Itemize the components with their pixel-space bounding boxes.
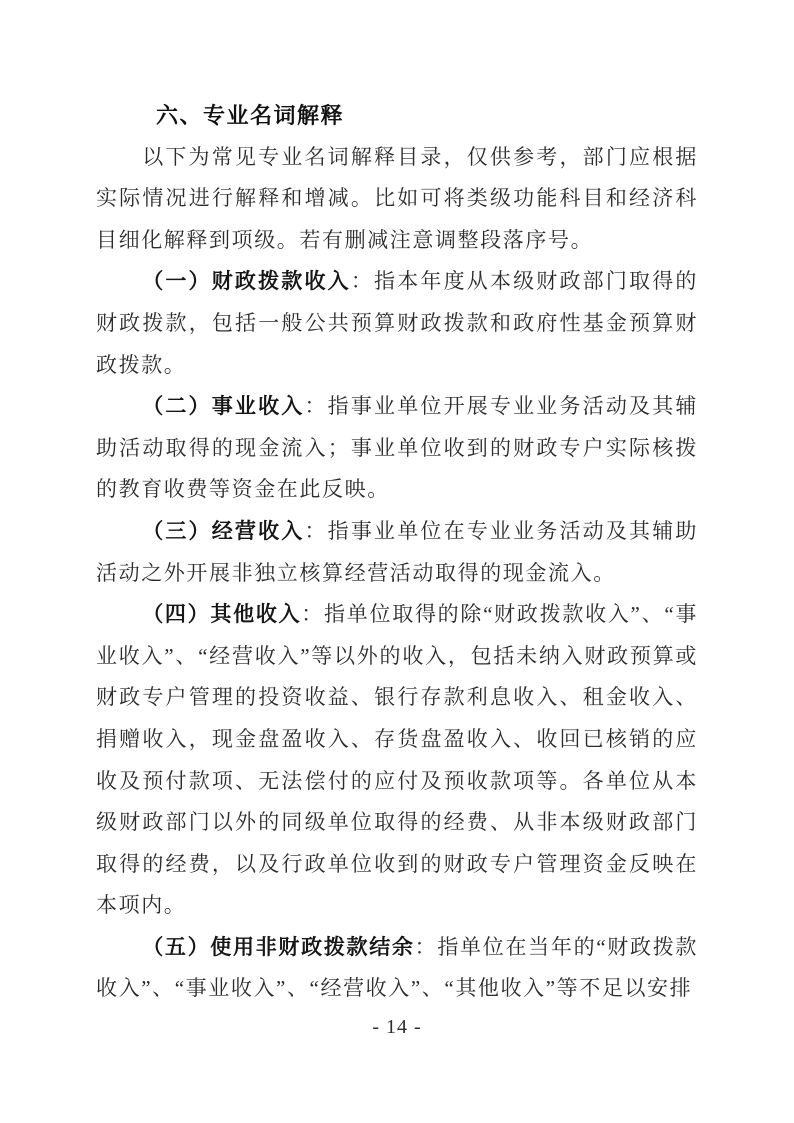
term-name: （五）使用非财政拨款结余 <box>142 934 415 959</box>
term-paragraph <box>96 261 698 386</box>
term-name: （四）其他收入 <box>142 602 302 627</box>
term-definition: ：指单位在当年的“财政拨款收入”、“事业收入”、“经营收入”、“其他收入”等不足以安排 <box>96 934 699 1001</box>
document-content <box>96 95 698 1010</box>
term-name: （三）经营收入 <box>142 518 305 543</box>
term-paragraph <box>96 594 698 927</box>
term-definition: ：指单位取得的除“财政拨款收入”、“事业收入”、“经营收入”等以外的收入，包括未纳入财政预算或财政专户管理的投资收益、银行存款利息收入、租金收入、捐赠收入，现金盘盈收入、存货盘盈收入、收回已核销的应收及预付款项、无法偿付的应付及预收款项等。各单位从本级财政部门以外的同级单位取得的经费、从非本级财政部门取得的经费，以及行政单位收到的财政专户管理资金反映在本项内。 <box>96 602 698 918</box>
term-definition: ：指事业单位开展专业业务活动及其辅助活动取得的现金流入；事业单位收到的财政专户实际核拨的教育收费等资金在此反映。 <box>96 394 698 502</box>
section-heading: 六、专业名词解释 <box>156 103 345 128</box>
term-name: （一）财政拨款收入 <box>142 269 351 294</box>
term-name: （二）事业收入 <box>142 394 305 419</box>
intro-paragraph: 以下为常见专业名词解释目录，仅供参考，部门应根据实际情况进行解释和增减。比如可将类级功能科目和经济科目细化解释到项级。若有删减注意调整段落序号。 <box>96 144 698 252</box>
page-number: - 14 - <box>372 1016 422 1038</box>
term-paragraph <box>96 386 698 511</box>
page-footer <box>0 1016 794 1039</box>
term-paragraph <box>96 927 698 1010</box>
term-definition: ：指事业单位在专业业务活动及其辅助活动之外开展非独立核算经营活动取得的现金流入。 <box>96 518 698 585</box>
term-definition: ：指本年度从本级财政部门取得的财政拨款，包括一般公共预算财政拨款和政府性基金预算财政拨款。 <box>96 269 699 377</box>
term-paragraph <box>96 511 698 594</box>
